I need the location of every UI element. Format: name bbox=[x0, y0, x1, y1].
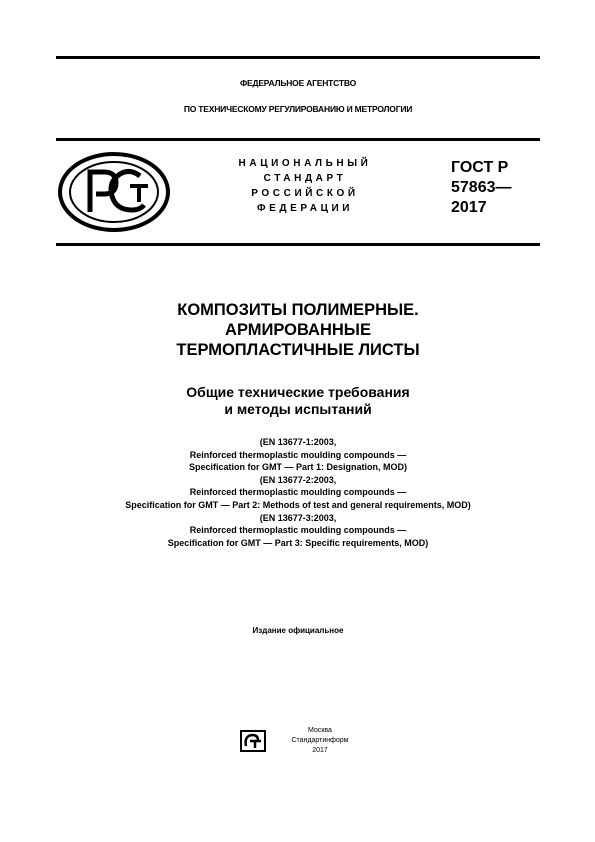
reference-line: Reinforced thermoplastic moulding compounds — bbox=[189, 525, 407, 536]
publisher-city: Москва bbox=[308, 727, 332, 734]
reference-line: Reinforced thermoplastic moulding compounds — bbox=[189, 449, 407, 460]
official-edition: Издание официальное bbox=[252, 626, 344, 635]
title-line: ТЕРМОПЛАСТИЧНЫЕ ЛИСТЫ bbox=[176, 341, 420, 359]
header-rule-bottom bbox=[56, 243, 540, 246]
gost-prefix: ГОСТ Р bbox=[451, 159, 509, 176]
title-line: КОМПОЗИТЫ ПОЛИМЕРНЫЕ. bbox=[177, 301, 419, 319]
header-rule-top bbox=[56, 138, 540, 141]
top-rule bbox=[56, 56, 540, 59]
document-title bbox=[56, 300, 540, 360]
agency-line-2: ПО ТЕХНИЧЕСКОМУ РЕГУЛИРОВАНИЮ И МЕТРОЛОГИИ bbox=[183, 104, 413, 114]
subtitle-line: Общие технические требования bbox=[186, 384, 410, 400]
reference-line: (EN 13677-1:2003, bbox=[259, 437, 337, 447]
publisher-year: 2017 bbox=[312, 747, 328, 754]
en-references bbox=[40, 436, 556, 549]
reference-line: Specification for GMT — Part 2: Methods of test and general requirements, MOD) bbox=[125, 499, 471, 510]
title-line: АРМИРОВАННЫЕ bbox=[225, 321, 371, 339]
standard-type-line: СТАНДАРТ bbox=[263, 173, 347, 184]
standard-type-line: НАЦИОНАЛЬНЫЙ bbox=[238, 158, 372, 169]
subtitle-line: и методы испытаний bbox=[224, 401, 372, 417]
reference-line: Specification for GMT — Part 1: Designation, MOD) bbox=[188, 462, 408, 473]
gost-number: 57863— bbox=[451, 179, 512, 196]
agency-line-1: ФЕДЕРАЛЬНОЕ АГЕНТСТВО bbox=[239, 78, 357, 88]
reference-line: (EN 13677-3:2003, bbox=[259, 512, 337, 523]
reference-line: Reinforced thermoplastic moulding compounds — bbox=[189, 487, 407, 498]
reference-line: (EN 13677-2:2003, bbox=[259, 474, 337, 485]
document-subtitle bbox=[56, 384, 540, 418]
gost-year: 2017 bbox=[451, 199, 487, 216]
rst-logo-icon bbox=[56, 150, 176, 234]
gost-designation bbox=[451, 158, 512, 218]
publisher-name: Стандартинформ bbox=[291, 737, 349, 744]
standard-type-line: РОССИЙСКОЙ bbox=[251, 188, 359, 199]
reference-line: Specification for GMT — Part 3: Specific requirements, MOD) bbox=[167, 537, 429, 548]
standard-type bbox=[205, 156, 405, 216]
standard-type-line: ФЕДЕРАЦИИ bbox=[256, 203, 354, 214]
publisher-info bbox=[260, 726, 380, 756]
